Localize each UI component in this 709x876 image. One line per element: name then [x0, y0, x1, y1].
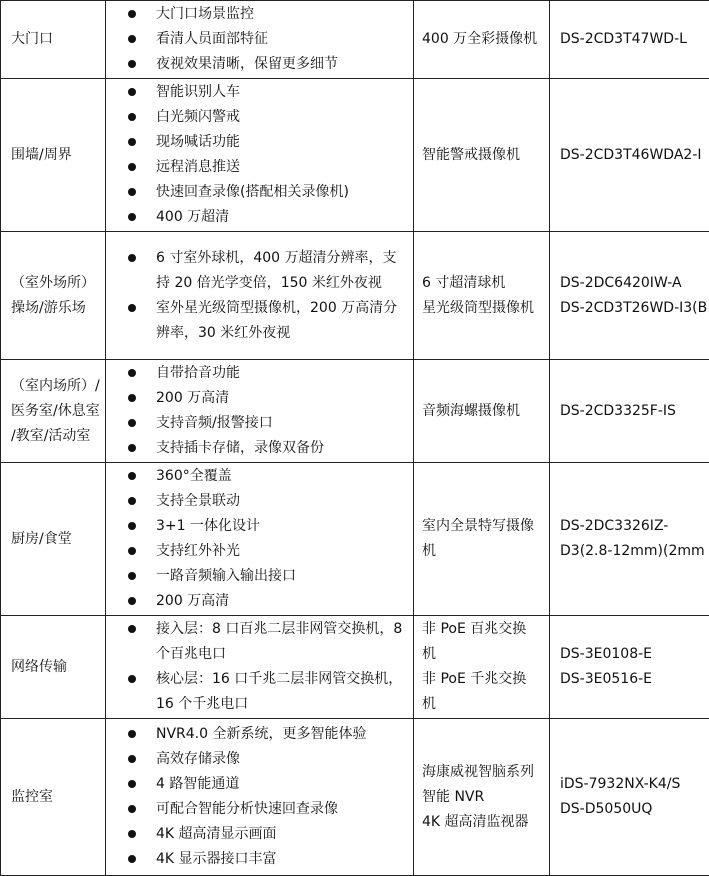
- bullet-icon: [128, 730, 136, 738]
- bullet-icon: [128, 369, 136, 377]
- list-item: [128, 772, 409, 797]
- scene-text: 厨房/食堂: [11, 527, 105, 552]
- product-text: 4K 超高清监视器: [422, 810, 545, 835]
- feature-text: 远程消息推送: [156, 155, 409, 180]
- list-item: [128, 847, 409, 872]
- product-text: 非 PoE 百兆交换: [422, 617, 545, 642]
- product-text: 音频海螺摄像机: [422, 399, 545, 424]
- bullet-icon: [128, 497, 136, 505]
- features-cell: [106, 232, 414, 360]
- model-cell: [550, 1, 709, 79]
- model-text: DS-2CD3325F-IS: [560, 399, 709, 424]
- feature-list: [128, 246, 409, 346]
- scene-cell: [1, 1, 106, 79]
- bullet-icon: [128, 597, 136, 605]
- feature-text: 4K 显示器接口丰富: [156, 847, 409, 872]
- bullet-icon: [128, 444, 136, 452]
- product-cell: [414, 79, 550, 232]
- scene-cell: [1, 616, 106, 719]
- bullet-icon: [128, 572, 136, 580]
- feature-list: [128, 464, 409, 614]
- product-text: 星光级筒型摄像机: [422, 296, 545, 321]
- scene-cell: [1, 232, 106, 360]
- bullet-icon: [128, 213, 136, 221]
- feature-text: 白光频闪警戒: [156, 105, 409, 130]
- list-item: [128, 80, 409, 105]
- product-text: 智能 NVR: [422, 785, 545, 810]
- model-cell: [550, 463, 709, 616]
- list-item: [128, 105, 409, 130]
- spec-table-body: [1, 1, 709, 876]
- feature-text: 360°全覆盖: [156, 464, 409, 489]
- model-text: DS-D5050UQ: [560, 797, 709, 822]
- feature-text: 400 万超清: [156, 205, 409, 230]
- scene-text: /教室/活动室: [11, 424, 105, 449]
- list-item: [128, 361, 409, 386]
- list-item: [128, 822, 409, 847]
- feature-text: 4 路智能通道: [156, 772, 409, 797]
- feature-text: 4K 超高清显示画面: [156, 822, 409, 847]
- feature-text: 自带拾音功能: [156, 361, 409, 386]
- list-item: [128, 589, 409, 614]
- product-cell: [414, 232, 550, 360]
- list-item: [128, 667, 409, 717]
- bullet-icon: [128, 755, 136, 763]
- list-item: [128, 180, 409, 205]
- features-cell: [106, 1, 414, 79]
- bullet-icon: [128, 625, 136, 633]
- scene-text: 大门口: [11, 27, 105, 52]
- feature-text: 一路音频输入输出接口: [156, 564, 409, 589]
- feature-text: 快速回查录像(搭配相关录像机): [156, 180, 409, 205]
- bullet-icon: [128, 547, 136, 555]
- features-cell: [106, 360, 414, 463]
- list-item: [128, 617, 409, 667]
- product-cell: [414, 1, 550, 79]
- list-item: [128, 797, 409, 822]
- product-text: 海康威视智脑系列: [422, 760, 545, 785]
- list-item: [128, 52, 409, 77]
- scene-text: 围墙/周界: [11, 143, 105, 168]
- list-item: [128, 2, 409, 27]
- feature-list: [128, 361, 409, 461]
- feature-list: [128, 2, 409, 77]
- feature-text: 大门口场景监控: [156, 2, 409, 27]
- list-item: [128, 539, 409, 564]
- feature-text: 6 寸室外球机，400 万超清分辨率，支持 20 倍光学变倍，150 米红外夜视: [156, 246, 409, 296]
- model-cell: [550, 232, 709, 360]
- feature-text: NVR4.0 全新系统，更多智能体验: [156, 722, 409, 747]
- product-cell: [414, 719, 550, 876]
- bullet-icon: [128, 805, 136, 813]
- feature-text: 夜视效果清晰，保留更多细节: [156, 52, 409, 77]
- bullet-icon: [128, 522, 136, 530]
- feature-list: [128, 80, 409, 230]
- model-text: iDS-7932NX-K4/S: [560, 772, 709, 797]
- model-text: D3(2.8-12mm)(2mm: [560, 539, 709, 564]
- list-item: [128, 155, 409, 180]
- model-text: DS-2CD3T46WDA2-I: [560, 143, 709, 168]
- feature-list: [128, 617, 409, 717]
- product-text: 机: [422, 539, 545, 564]
- product-cell: [414, 616, 550, 719]
- bullet-icon: [128, 60, 136, 68]
- feature-text: 3+1 一体化设计: [156, 514, 409, 539]
- bullet-icon: [128, 830, 136, 838]
- list-item: [128, 386, 409, 411]
- model-cell: [550, 360, 709, 463]
- bullet-icon: [128, 394, 136, 402]
- scene-text: （室内场所）/: [11, 374, 105, 399]
- feature-text: 可配合智能分析快速回查录像: [156, 797, 409, 822]
- scene-cell: [1, 719, 106, 876]
- table-row: [1, 79, 709, 232]
- model-text: DS-3E0108-E: [560, 642, 709, 667]
- scene-text: （室外场所）: [11, 271, 105, 296]
- product-text: 机: [422, 692, 545, 717]
- table-row: [1, 719, 709, 876]
- feature-text: 接入层：8 口百兆二层非网管交换机，8 个百兆电口: [156, 617, 409, 667]
- feature-text: 200 万高清: [156, 386, 409, 411]
- list-item: [128, 205, 409, 230]
- feature-text: 200 万高清: [156, 589, 409, 614]
- bullet-icon: [128, 88, 136, 96]
- bullet-icon: [128, 35, 136, 43]
- scene-text: 网络传输: [11, 655, 105, 680]
- list-item: [128, 130, 409, 155]
- model-text: DS-2CD3T26WD-I3(B: [560, 296, 709, 321]
- feature-text: 高效存储录像: [156, 747, 409, 772]
- model-text: DS-3E0516-E: [560, 667, 709, 692]
- product-text: 机: [422, 642, 545, 667]
- scene-text: 医务室/休息室: [11, 399, 105, 424]
- product-text: 智能警戒摄像机: [422, 143, 545, 168]
- list-item: [128, 296, 409, 346]
- scene-cell: [1, 360, 106, 463]
- product-text: 非 PoE 千兆交换: [422, 667, 545, 692]
- product-cell: [414, 463, 550, 616]
- bullet-icon: [128, 188, 136, 196]
- model-cell: [550, 79, 709, 232]
- table-row: [1, 463, 709, 616]
- bullet-icon: [128, 855, 136, 863]
- bullet-icon: [128, 675, 136, 683]
- feature-text: 支持全景联动: [156, 489, 409, 514]
- model-text: DS-2DC6420IW-A: [560, 271, 709, 296]
- table-row: [1, 616, 709, 719]
- feature-text: 支持音频/报警接口: [156, 411, 409, 436]
- model-text: DS-2CD3T47WD-L: [560, 27, 709, 52]
- bullet-icon: [128, 472, 136, 480]
- list-item: [128, 564, 409, 589]
- feature-text: 支持红外补光: [156, 539, 409, 564]
- list-item: [128, 246, 409, 296]
- list-item: [128, 27, 409, 52]
- bullet-icon: [128, 254, 136, 262]
- bullet-icon: [128, 10, 136, 18]
- list-item: [128, 747, 409, 772]
- features-cell: [106, 719, 414, 876]
- table-row: [1, 232, 709, 360]
- model-text: DS-2DC3326IZ-: [560, 514, 709, 539]
- list-item: [128, 411, 409, 436]
- feature-text: 室外星光级筒型摄像机，200 万高清分辨率，30 米红外夜视: [156, 296, 409, 346]
- features-cell: [106, 79, 414, 232]
- bullet-icon: [128, 113, 136, 121]
- table-row: [1, 1, 709, 79]
- scene-cell: [1, 79, 106, 232]
- bullet-icon: [128, 163, 136, 171]
- features-cell: [106, 616, 414, 719]
- feature-text: 支持插卡存储，录像双备份: [156, 436, 409, 461]
- scene-text: 监控室: [11, 785, 105, 810]
- features-cell: [106, 463, 414, 616]
- product-text: 400 万全彩摄像机: [422, 27, 545, 52]
- feature-text: 智能识别人车: [156, 80, 409, 105]
- list-item: [128, 489, 409, 514]
- scene-text: 操场/游乐场: [11, 296, 105, 321]
- bullet-icon: [128, 138, 136, 146]
- list-item: [128, 514, 409, 539]
- list-item: [128, 464, 409, 489]
- model-cell: [550, 719, 709, 876]
- bullet-icon: [128, 419, 136, 427]
- product-text: 6 寸超清球机: [422, 271, 545, 296]
- list-item: [128, 436, 409, 461]
- bullet-icon: [128, 304, 136, 312]
- list-item: [128, 722, 409, 747]
- scene-cell: [1, 463, 106, 616]
- product-cell: [414, 360, 550, 463]
- bullet-icon: [128, 780, 136, 788]
- feature-text: 核心层：16 口千兆二层非网管交换机，16 个千兆电口: [156, 667, 409, 717]
- table-row: [1, 360, 709, 463]
- product-text: 室内全景特写摄像: [422, 514, 545, 539]
- model-cell: [550, 616, 709, 719]
- feature-text: 看清人员面部特征: [156, 27, 409, 52]
- feature-list: [128, 722, 409, 872]
- feature-text: 现场喊话功能: [156, 130, 409, 155]
